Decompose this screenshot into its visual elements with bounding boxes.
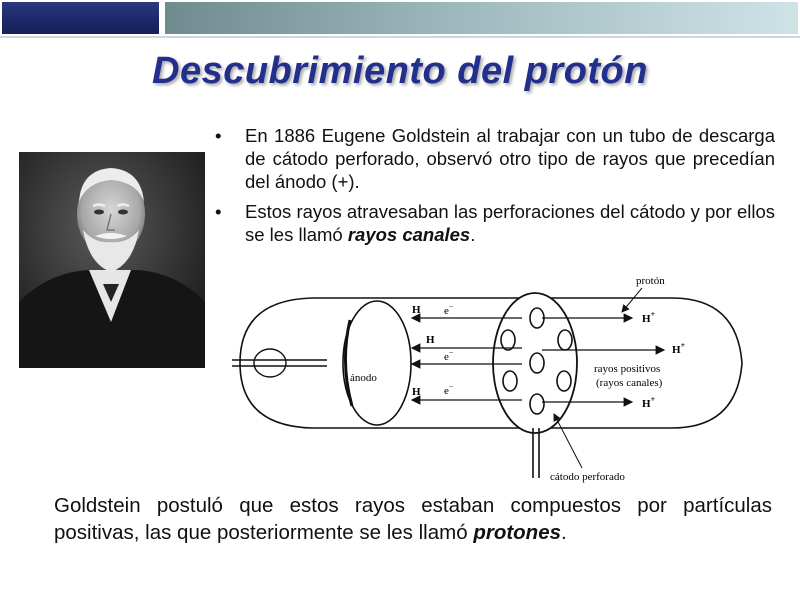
- anodo-label: ánodo: [350, 372, 377, 384]
- bullet-text-end: .: [470, 224, 476, 245]
- protones-term: protones: [473, 521, 562, 544]
- header-bar: [0, 0, 800, 38]
- bullet-text: En 1886 Eugene Goldstein al trabajar con un tubo de descarga de cátodo perforado, observó otro tipo de rayos que precedían del ánodo (+).: [245, 125, 775, 192]
- bullet-text: Estos rayos atravesaban las perforaciones del cátodo y por ellos se les llamó: [245, 201, 775, 245]
- svg-text:H+: H+: [642, 395, 656, 410]
- bullet-item-1: [215, 124, 775, 193]
- bullet-marker: •: [215, 201, 222, 222]
- rayos-canales-label: (rayos canales): [596, 377, 663, 389]
- goldstein-portrait: [19, 152, 205, 368]
- bullet-list: [215, 124, 775, 253]
- conclusion-text: [54, 492, 772, 546]
- h-label: H: [412, 304, 421, 316]
- rayos-positivos-label: rayos positivos: [594, 363, 661, 375]
- catodo-label: cátodo perforado: [550, 471, 625, 483]
- bullet-marker: •: [215, 125, 222, 146]
- rayos-canales-term: rayos canales: [347, 224, 471, 245]
- electron-label: e: [444, 305, 449, 317]
- electron-label: e: [444, 385, 449, 397]
- conclusion-body: Goldstein postuló que estos rayos estaban compuestos por partículas positivas, las que posteriormente se les llamó: [54, 494, 772, 544]
- bullet-item-2: [215, 200, 775, 246]
- header-bar-left: [2, 2, 159, 34]
- h-label: H: [412, 386, 421, 398]
- hplus-label: H: [672, 344, 681, 356]
- hplus-label: H: [642, 313, 651, 325]
- anode-plate: [343, 301, 411, 425]
- header-divider: [0, 36, 800, 38]
- discharge-tube-diagram: [232, 268, 780, 488]
- svg-text:e−: e−: [444, 348, 454, 363]
- svg-text:e−: e−: [444, 382, 454, 397]
- hplus-label: H: [642, 398, 651, 410]
- svg-text:H+: H+: [672, 341, 686, 356]
- conclusion-end: .: [561, 521, 567, 544]
- electron-label: e: [444, 351, 449, 363]
- slide-title: Descubrimiento del protón: [152, 50, 648, 92]
- proton-label: protón: [636, 275, 665, 287]
- h-label: H: [426, 334, 435, 346]
- portrait-image: [19, 152, 205, 368]
- svg-text:e−: e−: [444, 302, 454, 317]
- svg-text:H+: H+: [642, 310, 656, 325]
- anode-terminal: [254, 349, 286, 377]
- header-bar-right: [165, 2, 798, 34]
